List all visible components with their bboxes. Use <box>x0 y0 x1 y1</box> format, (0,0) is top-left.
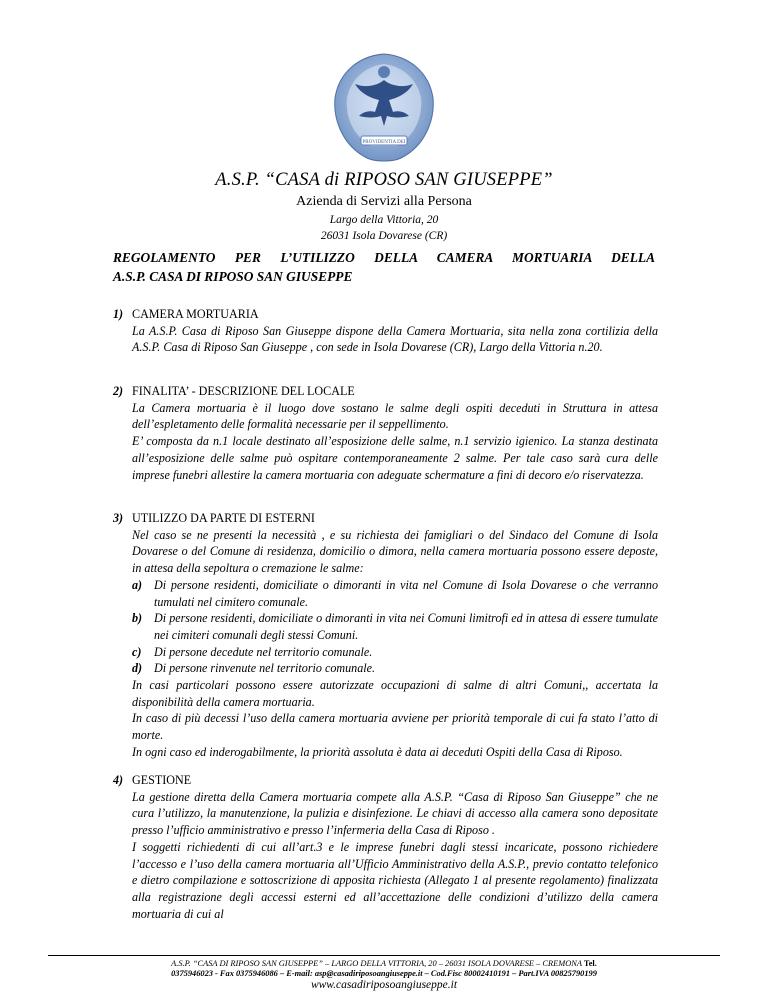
section-paragraph: In casi particolari possono essere autorizzate occupazioni di salme di altri Comuni,, accertata la disponibilità della camera mortuaria. <box>132 678 658 709</box>
footer-address-text: A.S.P. “CASA DI RIPOSO SAN GIUSEPPE” – LARGO DELLA VITTORIA, 20 – 26031 ISOLA DOVARESE – CREMONA <box>171 959 584 968</box>
organization-subtitle: Azienda di Servizi alla Persona <box>296 194 472 209</box>
footer-address <box>0 959 768 968</box>
section-intro: Nel caso se ne presenti la necessità , e su richiesta dei famigliari o del Sindaco del Comune di Isola Dovarese o del Comune di residenza, domicilio o dimora, nella camera mortuaria possono essere deposte, in attesa della sepoltura o cremazione le salme: <box>132 527 658 576</box>
list-letter: b) <box>132 611 143 626</box>
footer-tel-label: Tel. <box>583 959 597 968</box>
document-title-line-1: REGOLAMENTO PER L’UTILIZZO DELLA CAMERA MORTUARIA DELLA <box>113 250 655 265</box>
address-line-2: 26031 Isola Dovarese (CR) <box>320 230 448 242</box>
list-letter: c) <box>132 644 142 659</box>
section-paragraph: La Camera mortuaria è il luogo dove sostano le salme degli ospiti deceduti in Struttura in attesa dell’espletamento delle formalità necessarie per il seppellimento. <box>132 400 658 432</box>
eagle-crest-icon <box>329 50 439 168</box>
list-text: Di persone decedute nel territorio comunale. <box>154 644 373 659</box>
section-heading: CAMERA MORTUARIA <box>132 307 259 321</box>
list-text: Di persone residenti, domiciliate o dimoranti in vita nel Comune di Isola Dovarese o che verranno tumulati nel cimitero comunale. <box>154 577 658 609</box>
section-paragraph: La gestione diretta della Camera mortuaria compete alla A.S.P. “Casa di Riposo San Giuseppe” che ne cura l’utilizzo, la manutenzione, la pulizia e disinfezione. Le chiavi di accesso alla camera sono depositate presso l’ufficio amministrativo e presso l’infermeria della Casa di Riposo . <box>132 789 658 838</box>
section-number: 3) <box>113 511 124 525</box>
footer-website[interactable]: www.casadiriposoangiuseppe.it <box>310 979 458 991</box>
address-line-1: Largo della Vittoria, 20 <box>329 214 439 226</box>
section-number: 4) <box>113 773 124 787</box>
footer-divider <box>48 955 720 956</box>
section-number: 1) <box>113 307 124 321</box>
document-title <box>113 248 655 286</box>
section-paragraph: La A.S.P. Casa di Riposo San Giuseppe dispone della Camera Mortuaria, sita nella zona cortilizia della A.S.P. Casa di Riposo San Giuseppe , con sede in Isola Dovarese (CR), Largo della Vittoria n.20. <box>132 323 658 355</box>
section-3 <box>113 510 658 761</box>
section-2 <box>113 383 658 483</box>
section-paragraph: E’ composta da n.1 locale destinato all’esposizione delle salme, n.1 servizio igienico. La stanza destinata all’esposizione delle salme può ospitare contemporaneamente 2 salme. Per tale caso sarà cura delle imprese funebri allestire la camera mortuaria con adeguate schermature a fini di decoro e/o riservatezza. <box>132 434 658 482</box>
section-heading: UTILIZZO DA PARTE DI ESTERNI <box>132 511 315 525</box>
svg-text:PROVIDENTIA DEI: PROVIDENTIA DEI <box>362 140 406 145</box>
section-heading: FINALITA’ - DESCRIZIONE DEL LOCALE <box>132 384 355 398</box>
list-text: Di persone rinvenute nel territorio comunale. <box>154 661 376 676</box>
section-1 <box>113 306 658 356</box>
list-letter: d) <box>132 661 143 676</box>
list-item <box>132 577 658 610</box>
list-item <box>132 610 658 643</box>
list-item <box>132 660 658 677</box>
section-number: 2) <box>113 384 124 398</box>
section-heading: GESTIONE <box>132 773 192 787</box>
section-paragraph: In ogni caso ed inderogabilmente, la priorità assoluta è data ai deceduti Ospiti della Casa di Riposo. <box>132 744 623 759</box>
section-paragraph: I soggetti richiedenti di cui all’art.3 e le imprese funebri dagli stessi incaricate, possono richiedere l’accesso e l’uso della camera mortuaria all’Ufficio Amministrativo della A.S.P., previo contatto telefonico e dietro compilazione e sottoscrizione di apposita richiesta (Allegato 1 al presente regolamento) finalizzata alla registrazione degli accessi esterni ed all’accettazione delle condizioni d’utilizzo della camera mortuaria di cui al <box>132 839 658 921</box>
footer-contacts: 0375946023 - Fax 0375946086 – E-mail: asp@casadiriposoangiuseppe.it – Cod.Fisc 80002410191 – Part.IVA 00825790199 <box>171 969 597 978</box>
section-paragraph: In caso di più decessi l’uso della camera mortuaria avviene per priorità temporale di cui fa stato l’atto di morte. <box>132 711 658 743</box>
list-letter: a) <box>132 577 143 592</box>
section-4 <box>113 772 658 922</box>
document-title-line-2: A.S.P. CASA DI RIPOSO SAN GIUSEPPE <box>113 269 353 284</box>
organization-title: A.S.P. “CASA di RIPOSO SAN GIUSEPPE” <box>215 170 553 190</box>
list-item <box>132 644 658 661</box>
list-text: Di persone residenti, domiciliate o dimoranti in vita nei Comuni limitrofi ed in attesa di essere tumulate nei cimiteri comunali degli stessi Comuni. <box>154 611 658 642</box>
